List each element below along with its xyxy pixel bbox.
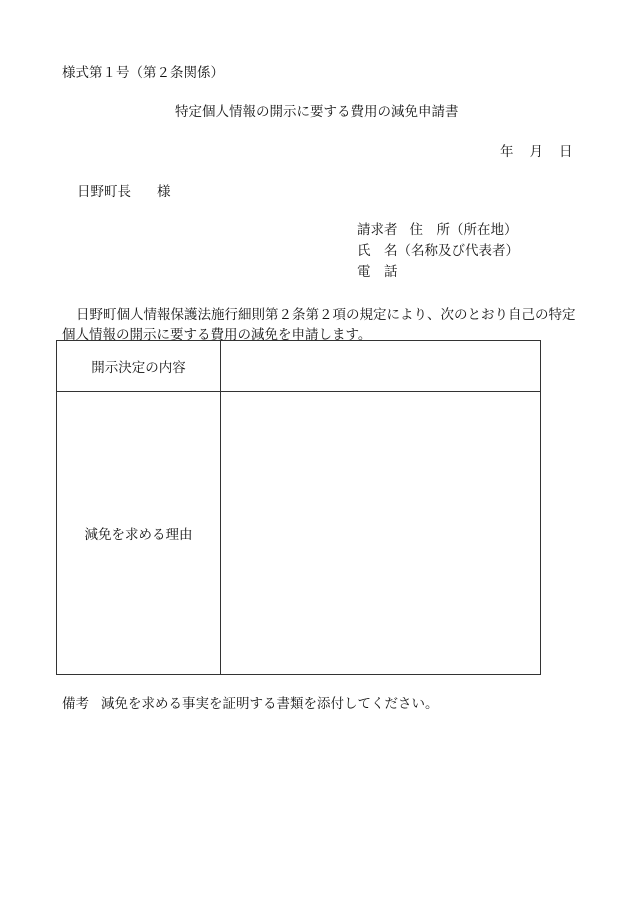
address-note: （所在地） (450, 222, 518, 238)
addressee-honorific: 様 (157, 184, 171, 200)
disclosure-decision-field[interactable] (221, 341, 540, 392)
phone-label: 電 話 (357, 264, 398, 280)
date-day: 日 (559, 144, 573, 160)
remarks-text: 減免を求める事実を証明する書類を添付してください。 (101, 696, 439, 712)
applicant-phone-line (357, 266, 398, 280)
document-title: 特定個人情報の開示に要する費用の減免申請書 (175, 104, 459, 120)
applicant-address-line (357, 224, 518, 238)
addressee (77, 186, 171, 200)
reduction-reason-field[interactable] (221, 392, 540, 674)
name-label: 氏 名 (357, 243, 398, 259)
application-statement: 日野町個人情報保護法施行細則第２条第２項の規定により、次のとおり自己の特定個人情報の開示に要する費用の減免を申請します。 (62, 307, 576, 343)
address-label: 住 所 (409, 222, 450, 238)
disclosure-decision-label: 開示決定の内容 (57, 341, 221, 392)
requester-label: 請求者 (357, 222, 398, 238)
remarks (62, 698, 439, 712)
date-year: 年 (500, 144, 514, 160)
addressee-name: 日野町長 (77, 184, 131, 200)
applicant-name-line (357, 245, 519, 259)
application-table (56, 340, 541, 675)
date-line (500, 146, 573, 160)
form-number: 様式第１号（第２条関係） (62, 65, 224, 81)
remarks-label: 備考 (62, 696, 89, 712)
name-note: （名称及び代表者） (397, 243, 519, 259)
date-month: 月 (529, 144, 543, 160)
reduction-reason-label: 減免を求める理由 (57, 392, 221, 674)
